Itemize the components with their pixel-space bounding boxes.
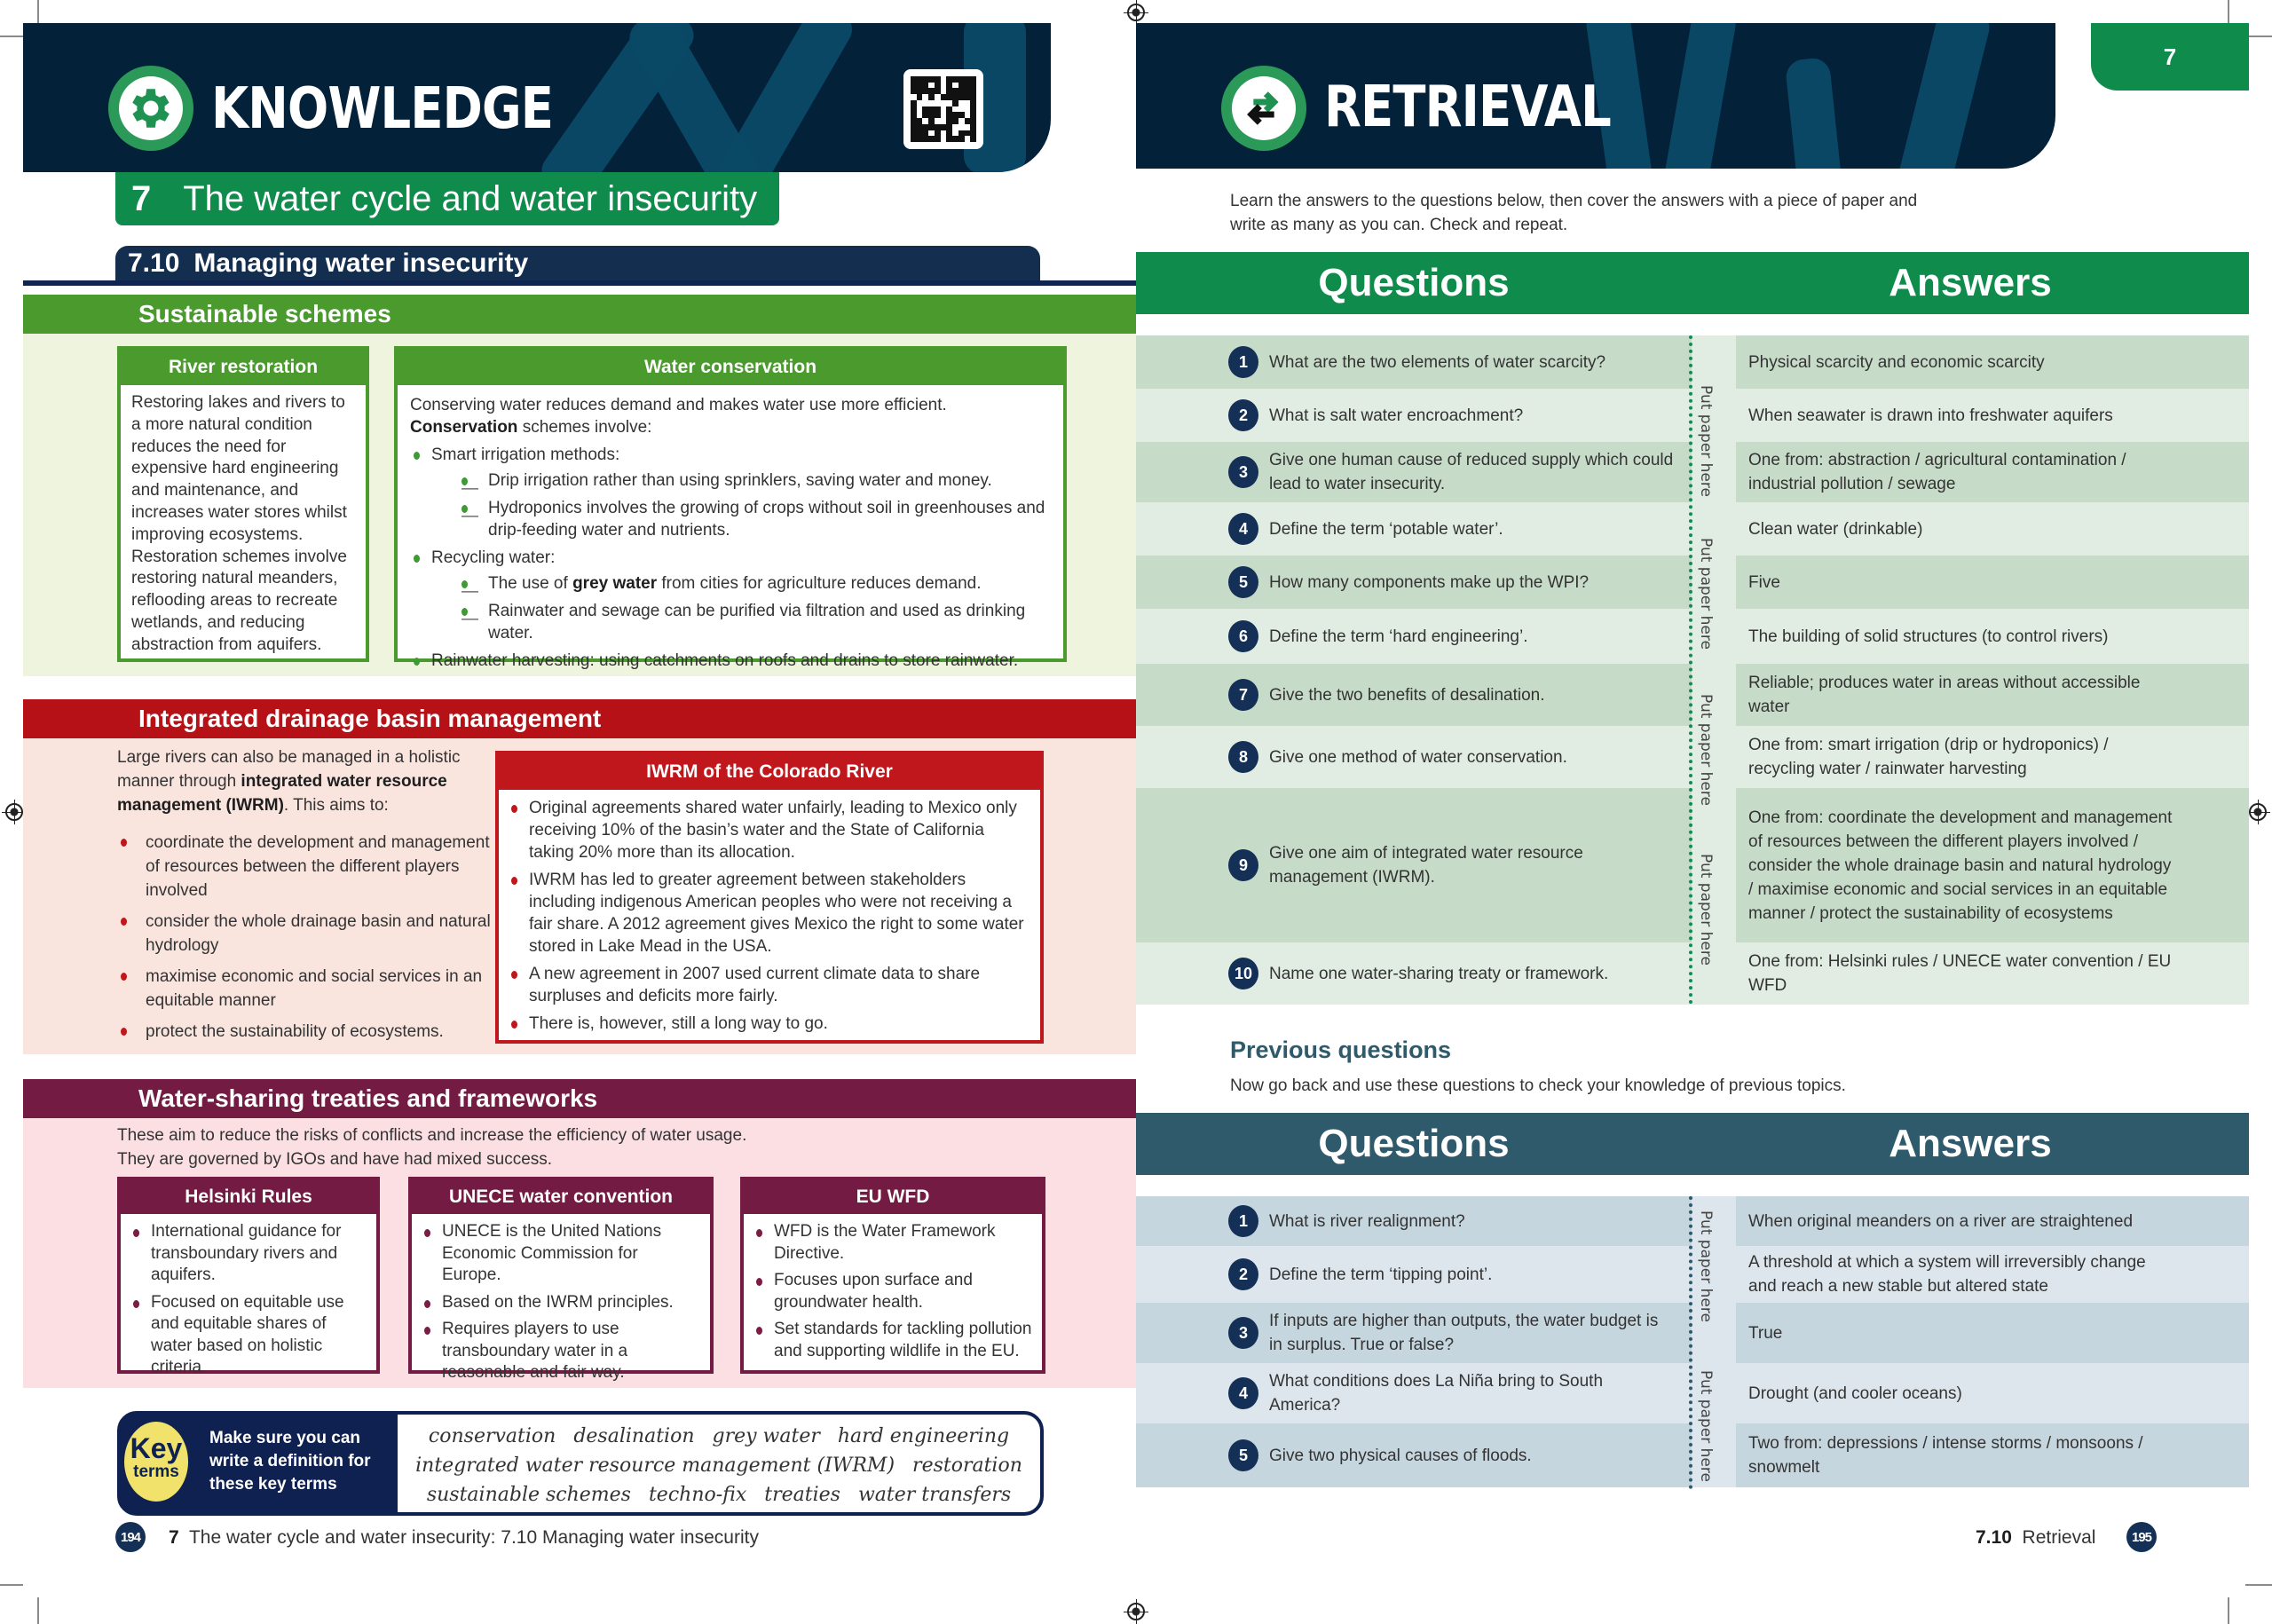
banner-title: RETRIEVAL: [1324, 75, 1611, 140]
conservation-bold: Conservation: [410, 418, 518, 437]
list-item: Set standards for tackling pollution and supporting wildlife in the EU.: [753, 1319, 1033, 1362]
question-number: 2: [1228, 1258, 1258, 1290]
list-item: Rainwater harvesting: using catchments on roofs and drains to store rainwater.: [410, 650, 1051, 672]
crop-mark: [37, 1597, 39, 1624]
table-row: [1136, 1303, 2249, 1363]
put-paper-here-label: Put paper here: [1697, 538, 1715, 650]
question-number: 5: [1228, 1439, 1258, 1471]
topic-number: 7.10: [128, 248, 180, 278]
answer-cell: [1736, 556, 2249, 609]
chapter-title-bar: [115, 172, 779, 225]
table-row: [1136, 1363, 2249, 1423]
list-item: maximise economic and social services in an equitable manner: [117, 965, 499, 1013]
question-number: 7: [1228, 679, 1258, 711]
answer-cell: [1736, 788, 2249, 942]
table-row: [1136, 609, 2249, 664]
answer-text: True: [1748, 1323, 1783, 1343]
conservation-intro: Conserving water reduces demand and makes water use more efficient.: [410, 396, 947, 414]
question-cell: [1136, 1246, 1692, 1303]
section-sustainable-schemes: [23, 295, 1136, 676]
box-title: Helsinki Rules: [121, 1180, 376, 1214]
answer-text: Drought (and cooler oceans): [1748, 1384, 1962, 1403]
chapter-number: 7: [131, 178, 152, 218]
question-number: 5: [1228, 566, 1258, 598]
question-text: Name one water-sharing treaty or framework.: [1269, 964, 1609, 983]
retrieval-badge: [1221, 66, 1306, 151]
question-number: 1: [1228, 1205, 1258, 1237]
gear-badge: [108, 66, 193, 151]
section-idbm: [23, 699, 1136, 1054]
answer-cell: [1736, 1363, 2249, 1423]
chapter-title: The water cycle and water insecurity: [183, 178, 758, 218]
question-number: 3: [1228, 1317, 1258, 1349]
gear-icon: [125, 83, 177, 134]
answer-cell: [1736, 609, 2249, 664]
sub-list-item: — The use of grey water from cities for agriculture reduces demand.: [462, 572, 1051, 595]
list-item: Focuses upon surface and groundwater health.: [753, 1270, 1033, 1313]
box-body: Restoring lakes and rivers to a more natural condition reduces the need for expensive hard engineering and maintenance, and increases water stores whilst improving ecosystems. Restoration schemes involve restoring natural meanders, reflooding areas to recreate wetlands, and reducing abstraction from aquifers.: [131, 393, 347, 654]
put-paper-here-label: Put paper here: [1697, 694, 1715, 806]
question-text: Define the term ‘hard engineering’.: [1269, 627, 1528, 646]
answer-text: One from: coordinate the development and management of resources between the different players involved / consider the whole drainage basin and natural hydrology / maximise economic and social services in an equitable manner / protect the sustainability of ecosystems: [1748, 808, 2173, 923]
answers-header: Answers: [1889, 261, 2052, 304]
key-terms-line: sustainable schemes techno-fix treaties water transfers: [426, 1484, 1012, 1506]
list-item: protect the sustainability of ecosystems.: [117, 1020, 499, 1044]
previous-questions-intro: Now go back and use these questions to check your knowledge of previous topics.: [1230, 1076, 1846, 1095]
eu-wfd-box: [740, 1177, 1045, 1374]
answer-cell: [1736, 335, 2249, 389]
questions-header: Questions: [1318, 1122, 1510, 1165]
question-number: 10: [1228, 958, 1258, 989]
question-number: 4: [1228, 1377, 1258, 1409]
answer-text: Two from: depressions / intense storms / monsoons / snowmelt: [1748, 1434, 2143, 1477]
crop-mark: [37, 0, 39, 23]
answer-cell: [1736, 942, 2249, 1005]
registration-mark: [1127, 1603, 1145, 1620]
question-text: What are the two elements of water scarcity?: [1269, 352, 1606, 372]
topic-title: Managing water insecurity: [193, 248, 529, 278]
question-cell: [1136, 335, 1692, 389]
answer-text: Reliable; produces water in areas without accessible water: [1748, 674, 2141, 716]
crop-mark: [2245, 1584, 2272, 1586]
table-row: [1136, 942, 2249, 1005]
list-item: Based on the IWRM principles.: [421, 1292, 701, 1314]
list-item: UNECE is the United Nations Economic Commission for Europe.: [421, 1221, 701, 1287]
answer-cell: [1736, 1423, 2249, 1487]
sub-list-item: — Rainwater and sewage can be purified via filtration and used as drinking water.: [462, 600, 1051, 644]
list-item: Focused on equitable use and equitable shares of water based on holistic criteria.: [130, 1292, 367, 1379]
registration-mark: [2249, 803, 2267, 821]
crop-mark: [0, 35, 23, 37]
knowledge-banner: [23, 23, 1051, 172]
key-terms-badge: Key terms: [124, 1422, 188, 1502]
river-restoration-box: [117, 346, 369, 662]
question-cell: [1136, 788, 1692, 942]
question-cell: [1136, 609, 1692, 664]
helsinki-rules-box: [117, 1177, 380, 1374]
question-text: Define the term ‘potable water’.: [1269, 519, 1503, 539]
list-item: WFD is the Water Framework Directive.: [753, 1221, 1033, 1265]
box-title: IWRM of the Colorado River: [499, 754, 1040, 790]
box-title: River restoration: [121, 350, 366, 385]
answer-cell: [1736, 726, 2249, 788]
answer-text: Five: [1748, 572, 1780, 592]
answer-text: Physical scarcity and economic scarcity: [1748, 352, 2045, 372]
retrieval-banner: [1136, 23, 2055, 169]
question-text: Give the two benefits of desalination.: [1269, 685, 1545, 705]
question-text: How many components make up the WPI?: [1269, 572, 1590, 592]
answer-cell: [1736, 664, 2249, 726]
put-paper-here-label: Put paper here: [1697, 1370, 1715, 1482]
list-item: coordinate the development and management of resources between the different players involved: [117, 831, 499, 903]
table-row: [1136, 664, 2249, 726]
sub-list-item: — Drip irrigation rather than using sprinklers, saving water and money.: [462, 469, 1051, 492]
sub-list-item: — Hydroponics involves the growing of crops without soil in greenhouses and drip-feeding water and nutrients.: [462, 497, 1051, 541]
answer-cell: [1736, 389, 2249, 442]
question-text: Give one human cause of reduced supply which could lead to water insecurity.: [1269, 451, 1674, 493]
crop-mark: [0, 1584, 23, 1586]
treaties-intro: These aim to reduce the risks of conflicts and increase the efficiency of water usage. They are governed by IGOs and have had mixed success.: [117, 1126, 747, 1169]
question-text: What conditions does La Niña bring to South America?: [1269, 1372, 1604, 1415]
question-text: What is river realignment?: [1269, 1211, 1465, 1231]
decorative-brush-stroke: [1661, 23, 1738, 169]
question-cell: [1136, 1363, 1692, 1423]
table-row: [1136, 335, 2249, 389]
qr-code[interactable]: [903, 69, 983, 149]
key-terms-prompt: Make sure you can write a definition for these key terms: [209, 1429, 371, 1494]
list-item: consider the whole drainage basin and natural hydrology: [117, 910, 499, 958]
table-row: [1136, 442, 2249, 502]
previous-questions-heading: Previous questions: [1230, 1037, 1452, 1063]
section-heading: Water-sharing treaties and frameworks: [23, 1079, 1136, 1118]
key-terms-line: conservation desalination grey water hard engineering: [428, 1425, 1010, 1447]
answer-cell: [1736, 502, 2249, 556]
qa-header-current: [1136, 252, 2249, 314]
registration-mark: [1127, 4, 1145, 21]
question-cell: [1136, 502, 1692, 556]
page-number: 195: [2126, 1522, 2157, 1552]
question-number: 2: [1228, 399, 1258, 431]
table-row: [1136, 1423, 2249, 1487]
question-number: 4: [1228, 513, 1258, 545]
answer-text: One from: abstraction / agricultural contamination / industrial pollution / sewage: [1748, 451, 2126, 493]
box-title: EU WFD: [744, 1180, 1042, 1214]
put-paper-here-label: Put paper here: [1697, 385, 1715, 497]
table-row: [1136, 389, 2249, 442]
table-row: [1136, 556, 2249, 609]
list-item: A new agreement in 2007 used current climate data to share surpluses and deficits more fairly.: [508, 963, 1031, 1007]
paper-gap: [1692, 335, 1736, 389]
question-cell: [1136, 664, 1692, 726]
table-row: [1136, 726, 2249, 788]
question-number: 1: [1228, 346, 1258, 378]
question-text: Define the term ‘tipping point’.: [1269, 1265, 1493, 1284]
answer-cell: [1736, 1246, 2249, 1303]
section-treaties: [23, 1079, 1136, 1388]
question-text: What is salt water encroachment?: [1269, 406, 1524, 425]
list-item: There is, however, still a long way to go.: [508, 1013, 1031, 1035]
question-number: 8: [1228, 741, 1258, 773]
question-cell: [1136, 556, 1692, 609]
section-heading: Integrated drainage basin management: [23, 699, 1136, 738]
list-item: Recycling water: — The use of grey water from cities for agriculture reduces demand. — Rainwater and sewage can be purified via filtration and used as drinking water.: [410, 547, 1051, 644]
answer-cell: [1736, 1196, 2249, 1246]
question-text: Give one method of water conservation.: [1269, 747, 1567, 767]
swap-arrows-icon: [1239, 83, 1289, 133]
list-item: Requires players to use transboundary water in a reasonable and fair way.: [421, 1319, 701, 1384]
registration-mark: [5, 803, 23, 821]
table-row: [1136, 788, 2249, 942]
put-paper-here-label: Put paper here: [1697, 1210, 1715, 1322]
qa-header-previous: [1136, 1113, 2249, 1175]
question-cell: [1136, 1303, 1692, 1363]
decorative-brush-stroke: [710, 23, 859, 172]
list-item: Smart irrigation methods: — Drip irrigation rather than using sprinklers, saving water and money. — Hydroponics involves the growing of crops without soil in greenhouses and drip-feeding water and nutrients.: [410, 444, 1051, 541]
answer-text: When seawater is drawn into freshwater aquifers: [1748, 406, 2113, 425]
crop-mark: [2228, 0, 2229, 23]
topic-title-bar: [115, 246, 1040, 281]
banner-title: KNOWLEDGE: [211, 76, 554, 142]
answer-text: The building of solid structures (to control rivers): [1748, 627, 2109, 646]
page-number: 194: [115, 1522, 146, 1552]
table-row: [1136, 1196, 2249, 1246]
chapter-tab: 7: [2091, 23, 2249, 91]
decorative-brush-stroke: [1785, 57, 1846, 169]
answer-text: Clean water (drinkable): [1748, 519, 1923, 539]
answer-text: One from: Helsinki rules / UNECE water convention / EU WFD: [1748, 952, 2172, 995]
decorative-brush-stroke: [1894, 23, 1992, 169]
question-number: 9: [1228, 849, 1258, 881]
idbm-intro: Large rivers can also be managed in a holistic manner through integrated water resource management (IWRM). This aims to:: [117, 748, 461, 815]
paper-divider: [1689, 1196, 1692, 1489]
key-terms-list: [398, 1415, 1040, 1512]
section-heading: Sustainable schemes: [23, 295, 1136, 334]
question-text: Give two physical causes of floods.: [1269, 1446, 1532, 1465]
question-cell: [1136, 442, 1692, 502]
list-item: Original agreements shared water unfairly, leading to Mexico only receiving 10% of the basin’s water and the State of California taking 20% more than its allocation.: [508, 797, 1031, 863]
footer-running-title: 7.10 Retrieval: [1976, 1527, 2096, 1548]
question-cell: [1136, 942, 1692, 1005]
key-terms-line: integrated water resource management (IWRM) restoration: [415, 1455, 1022, 1477]
questions-header: Questions: [1318, 261, 1510, 304]
question-number: 3: [1228, 456, 1258, 488]
question-text: If inputs are higher than outputs, the water budget is in surplus. True or false?: [1269, 1312, 1659, 1354]
box-title: Water conservation: [398, 350, 1063, 385]
question-number: 6: [1228, 620, 1258, 652]
footer-running-title: 7 The water cycle and water insecurity: 7.10 Managing water insecurity: [169, 1527, 759, 1548]
table-row: [1136, 1246, 2249, 1303]
table-row: [1136, 502, 2249, 556]
answer-text: When original meanders on a river are straightened: [1748, 1211, 2134, 1231]
crop-mark: [2228, 1597, 2229, 1624]
answer-text: One from: smart irrigation (drip or hydroponics) / recycling water / rainwater harvesting: [1748, 736, 2109, 778]
qr-code-icon: [911, 76, 976, 142]
question-text: Give one aim of integrated water resource management (IWRM).: [1269, 844, 1583, 887]
list-item: International guidance for transboundary rivers and aquifers.: [130, 1221, 367, 1287]
crop-mark: [2245, 35, 2272, 37]
question-cell: [1136, 1423, 1692, 1487]
put-paper-here-label: Put paper here: [1697, 854, 1715, 966]
key-terms-box: [117, 1411, 1044, 1516]
answer-cell: [1736, 1303, 2249, 1363]
conservation-intro2: schemes involve:: [517, 418, 652, 437]
answer-text: A threshold at which a system will irreversibly change and reach a new stable but altered state: [1748, 1253, 2146, 1296]
box-title: UNECE water convention: [412, 1180, 710, 1214]
answers-header: Answers: [1889, 1122, 2052, 1165]
question-cell: [1136, 389, 1692, 442]
iwrm-colorado-box: [495, 751, 1044, 1044]
answer-cell: [1736, 442, 2249, 502]
paper-divider: [1689, 335, 1692, 1005]
idbm-aims-list: [117, 831, 499, 1051]
question-cell: [1136, 1196, 1692, 1246]
list-item: IWRM has led to greater agreement between stakeholders including indigenous American peoples who were not receiving a fair share. A 2012 agreement gives Mexico the right to some water stored in Lake Mead in the USA.: [508, 869, 1031, 958]
water-conservation-box: [394, 346, 1067, 670]
topic-rule: [23, 280, 1136, 286]
unece-convention-box: [408, 1177, 714, 1382]
retrieval-intro: Learn the answers to the questions below, then cover the answers with a piece of paper and write as many as you can. Check and repeat.: [1230, 192, 1918, 234]
question-cell: [1136, 726, 1692, 788]
